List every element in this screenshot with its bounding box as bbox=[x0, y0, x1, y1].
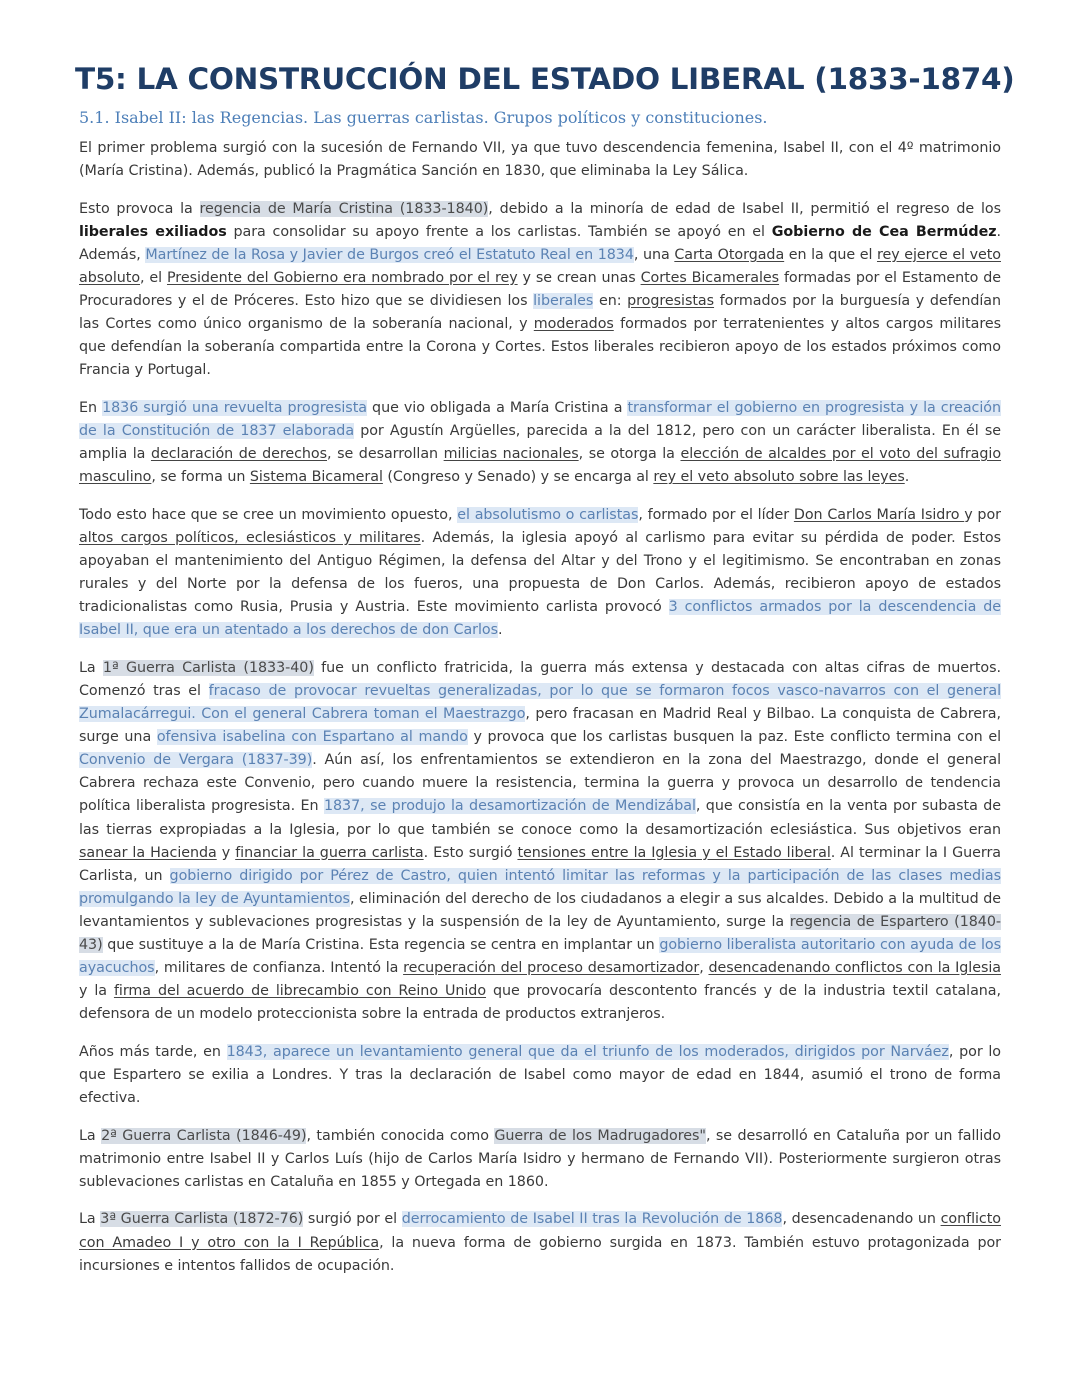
text: , que consistía en la venta por subasta de las tierras expropiadas a la Iglesia, por lo que también se conoce como la desamortización eclesiástica. Sus objetivos eran bbox=[79, 798, 1001, 838]
text: por Agustín Argüelles, parecida a la del 1812, pero con un carácter liberalista. En él se amplia la bbox=[79, 423, 1001, 463]
text: (Congreso y Senado) y se encarga al bbox=[382, 469, 654, 486]
text: , por lo que Espartero se exilia a Londres. Y tras la declaración de Isabel como mayor de edad en 1844, asumió el trono de forma efectiva. bbox=[79, 1043, 1002, 1107]
highlight: regencia de Espartero (1840-43) bbox=[79, 913, 1001, 953]
text: que sustituye a la de María Cristina. Esta regencia se centra en implantar un bbox=[102, 937, 660, 953]
text: formados por terratenientes y altos cargos militares que defendían la soberanía compartida entre la Corona y Cortes. Estos liberales recibieron apoyo de los estados próximos como Francia y Portugal. bbox=[79, 316, 1001, 379]
text: , debido a la minoría de edad de Isabel II, permitió el regreso de los bbox=[488, 200, 1001, 217]
text: , desencadenando un bbox=[782, 1211, 941, 1228]
underline: firma del acuerdo de librecambio con Reino Unido bbox=[113, 983, 487, 1000]
text: . Al terminar la I Guerra Carlista, un bbox=[79, 844, 1001, 884]
paragraph-3 bbox=[79, 397, 1001, 489]
highlight: Convenio de Vergara (1837-39) bbox=[79, 752, 313, 769]
page-title: T5: LA CONSTRUCCIÓN DEL ESTADO LIBERAL (1833-1874) bbox=[75, 62, 1015, 96]
text: . bbox=[904, 469, 910, 486]
text: Esto provoca la bbox=[79, 200, 200, 217]
text: surgió por el bbox=[303, 1211, 402, 1228]
paragraph-2 bbox=[79, 198, 1001, 383]
text: , una bbox=[633, 246, 675, 263]
highlight: 2ª Guerra Carlista (1846-49) bbox=[101, 1127, 307, 1144]
text: formadas por el Estamento de Procuradores y el de Próceres. Esto hizo que se dividiesen los bbox=[79, 269, 1002, 310]
underline: milicias nacionales bbox=[443, 446, 579, 463]
highlight: transformar el gobierno en progresista y la creación de la Constitución de 1837 elaborada bbox=[79, 399, 1001, 440]
highlight: 1ª Guerra Carlista (1833-40) bbox=[102, 659, 314, 676]
text: y se crean unas bbox=[517, 269, 641, 286]
underline: rey el veto absoluto sobre las leyes bbox=[653, 469, 905, 486]
highlight: gobierno dirigido por Pérez de Castro, quien intentó limitar las reformas y la participación de las clases medias promulgando la ley de Ayuntamientos bbox=[79, 867, 1001, 907]
text: Años más tarde, en bbox=[79, 1043, 227, 1060]
text: . Además, la iglesia apoyó al carlismo para evitar su pérdida de poder. Estos apoyaban el mantenimiento del Antiguo Régimen, la defensa del Altar y del Trono y el legitimismo. Se encontraban en zonas rurales y del Norte por la defensa de los fueros, una propuesta de Don Carlos. Además, recibieron apoyo de estados tradicionalistas como Rusia, Prusia y Austria. Este movimiento carlista provocó bbox=[79, 529, 1001, 616]
text: , se desarrolló en Cataluña por un fallido matrimonio entre Isabel II y Carlos Luís (hijo de Carlos María Isidro y hermano de Fernando VII). Posteriormente surgieron otras sublevaciones carlistas en Cataluña en 1855 y Ortegada en 1860. bbox=[79, 1127, 1001, 1190]
bold-text: Gobierno de Cea Bermúdez bbox=[771, 223, 997, 240]
text: El primer problema surgió con la sucesión de Fernando VII, ya que tuvo descendencia femenina, Isabel II, con el 4º matrimonio (María Cristina). Además, publicó la Pragmática Sanción en 1830, que eliminaba la Ley Sálica. bbox=[79, 140, 1001, 180]
underline: rey ejerce el veto absoluto bbox=[79, 246, 1001, 286]
text: que vio obligada a María Cristina a bbox=[366, 399, 628, 416]
text: en la que el bbox=[784, 246, 877, 263]
paragraph-6 bbox=[79, 1041, 1001, 1110]
highlight: Martínez de la Rosa y Javier de Burgos creó el Estatuto Real en 1834 bbox=[145, 246, 634, 263]
text: , la nueva forma de gobierno surgida en 1873. También estuvo protagonizada por incursiones e intentos fallidos de ocupación. bbox=[79, 1234, 1001, 1274]
text: , pero fracasan en Madrid Real y Bilbao. La conquista de Cabrera, surge una bbox=[79, 706, 1001, 746]
text: y bbox=[216, 844, 236, 861]
paragraph-8 bbox=[79, 1208, 1001, 1277]
highlight: fracaso de provocar revueltas generalizadas, por lo que se formaron focos vasco-navarros con el general Zumalacárregui. Con el general Cabrera toman el Maestrazgo bbox=[79, 682, 1002, 723]
text: , formado por el líder bbox=[638, 506, 794, 523]
text: , se otorga la bbox=[578, 446, 681, 463]
underline: conflicto con Amadeo I y otro con la I República bbox=[79, 1211, 1001, 1251]
text: , también conocida como bbox=[306, 1127, 495, 1144]
underline: desencadenando conflictos con la Iglesia bbox=[708, 960, 1001, 977]
underline: moderados bbox=[533, 316, 614, 333]
text: que provocaría descontento francés y de la industria textil catalana, defensora de un modelo proteccionista sobre la entrada de productos extranjeros. bbox=[79, 983, 1002, 1023]
paragraph-1 bbox=[79, 137, 1001, 183]
underline: financiar la guerra carlista bbox=[235, 844, 424, 861]
underline: Presidente del Gobierno era nombrado por el rey bbox=[166, 269, 518, 286]
paragraph-5 bbox=[79, 657, 1001, 1027]
text: La bbox=[79, 1211, 101, 1228]
underline: Cortes Bicamerales bbox=[640, 269, 780, 286]
text: . Esto surgió bbox=[423, 844, 518, 861]
text: , bbox=[699, 960, 709, 977]
highlight: 1843, aparece un levantamiento general que da el triunfo de los moderados, dirigidos por Narváez bbox=[226, 1043, 949, 1060]
text: fue un conflicto fratricida, la guerra más extensa y destacada con altas cifras de muertos. Comenzó tras el bbox=[79, 659, 1001, 699]
text: , el bbox=[140, 269, 167, 286]
underline: Don Carlos María Isidro bbox=[793, 506, 965, 523]
highlight: derrocamiento de Isabel II tras la Revolución de 1868 bbox=[401, 1211, 783, 1228]
paragraph-7 bbox=[79, 1125, 1001, 1194]
text: formados por la burguesía y defendían las Cortes como único organismo de la soberanía nacional, y bbox=[79, 293, 1002, 333]
text: en: bbox=[593, 293, 628, 310]
bold-text: liberales exiliados bbox=[79, 223, 227, 240]
highlight: 1836 surgió una revuelta progresista bbox=[102, 399, 367, 416]
text: y la bbox=[79, 983, 114, 1000]
underline: altos cargos políticos, eclesiásticos y militares bbox=[79, 529, 421, 546]
highlight: 1837, se produjo la desamortización de Mendizábal bbox=[323, 798, 696, 815]
highlight: liberales bbox=[533, 293, 594, 310]
underline: Sistema Bicameral bbox=[249, 469, 383, 486]
highlight: 3ª Guerra Carlista (1872-76) bbox=[100, 1211, 304, 1228]
text: . bbox=[498, 622, 503, 639]
text: . Además, bbox=[79, 223, 1002, 263]
text: En bbox=[79, 399, 103, 416]
text: . Aún así, los enfrentamientos se extendieron en la zona del Maestrazgo, donde el general Cabrera rechaza este Convenio, pero cuando muere la resistencia, termina la guerra y provoca un desarrollo de tendencia política liberalista progresista. En bbox=[79, 752, 1001, 815]
underline: recuperación del proceso desamortizador bbox=[403, 960, 700, 977]
text: , militares de confianza. Intentó la bbox=[154, 960, 404, 977]
underline: tensiones entre la Iglesia y el Estado liberal bbox=[517, 844, 831, 861]
highlight: 3 conflictos armados por la descendencia de Isabel II, que era un atentado a los derechos de don Carlos bbox=[79, 599, 1001, 639]
underline: Carta Otorgada bbox=[674, 246, 785, 263]
underline: declaración de derechos bbox=[150, 446, 328, 463]
highlight: Guerra de los Madrugadores" bbox=[494, 1127, 706, 1144]
text: , eliminación del derecho de los ciudadanos a elegir a sus alcaldes. Debido a la multitud de levantamientos y sublevaciones progresistas y la suspensión de la ley de Ayuntamiento, surge la bbox=[79, 890, 1001, 930]
underline: sanear la Hacienda bbox=[79, 844, 217, 861]
underline: progresistas bbox=[627, 293, 715, 310]
section-subtitle: 5.1. Isabel II: las Regencias. Las guerras carlistas. Grupos políticos y constituciones. bbox=[79, 108, 768, 127]
paragraph-4 bbox=[79, 504, 1001, 643]
text: para consolidar su apoyo frente a los carlistas. También se apoyó en el bbox=[226, 223, 772, 240]
text: La bbox=[79, 1127, 102, 1144]
text: , se forma un bbox=[151, 469, 250, 486]
text: La bbox=[79, 659, 103, 676]
document-body bbox=[79, 137, 1001, 1292]
text: y por bbox=[964, 506, 1001, 523]
highlight: ofensiva isabelina con Espartano al mando bbox=[156, 729, 468, 746]
text: Todo esto hace que se cree un movimiento opuesto, bbox=[79, 506, 458, 523]
highlight: gobierno liberalista autoritario con ayuda de los ayacuchos bbox=[79, 937, 1001, 977]
highlight: el absolutismo o carlistas bbox=[457, 506, 639, 523]
text: , se desarrollan bbox=[327, 446, 444, 463]
underline: elección de alcaldes por el voto del sufragio masculino bbox=[79, 446, 1002, 486]
highlight: regencia de María Cristina (1833-1840) bbox=[199, 200, 489, 217]
text: y provoca que los carlistas busquen la paz. Este conflicto termina con el bbox=[467, 729, 1001, 746]
